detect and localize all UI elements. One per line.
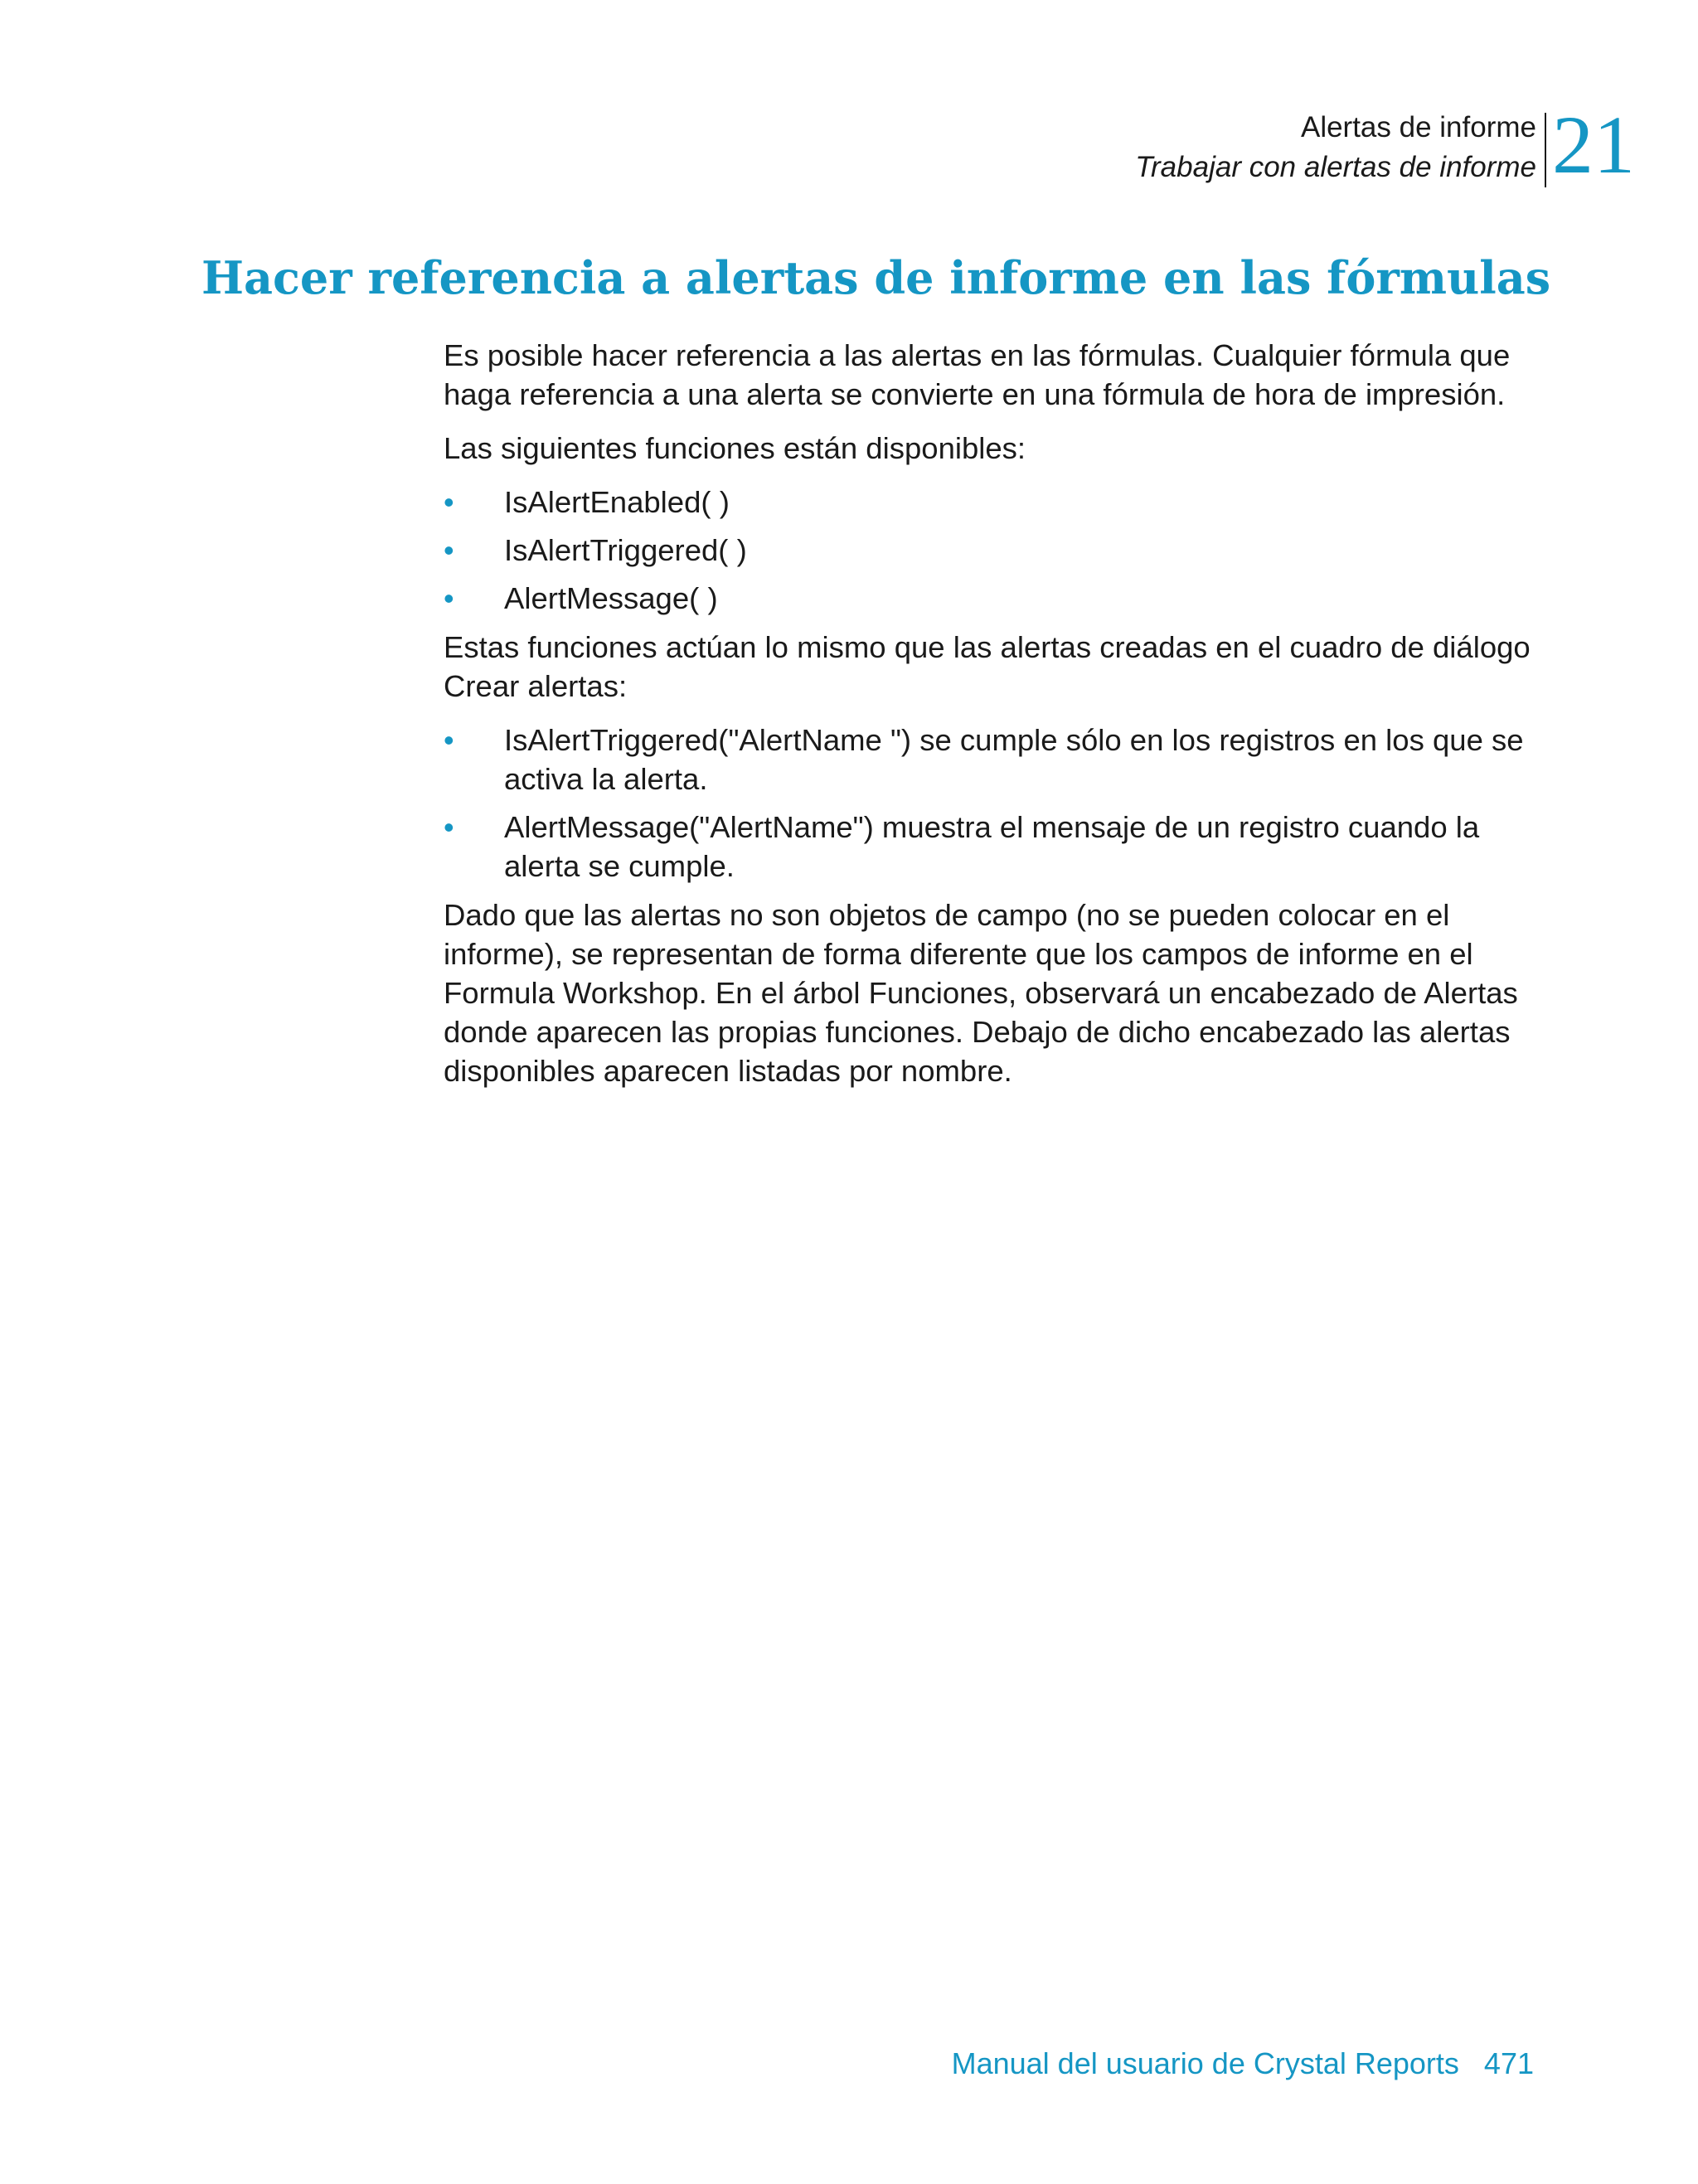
header-text (1135, 108, 1536, 187)
paragraph-intro: Es posible hacer referencia a las alertas en las fórmulas. Cualquier fórmula que haga referencia a una alerta se convierte en una fórmula de hora de impresión. (444, 338, 1511, 411)
list-item (444, 483, 1546, 522)
paragraph-functions-behavior: Estas funciones actúan lo mismo que las alertas creadas en el cuadro de diálogo Crear alertas: (444, 630, 1531, 703)
bullet-icon: • (444, 533, 454, 567)
header-chapter-title: Alertas de informe (1300, 111, 1536, 143)
chapter-number: 21 (1552, 99, 1635, 191)
bullet-icon: • (444, 581, 454, 615)
functions-list (444, 483, 1546, 618)
bullet-icon: • (444, 810, 454, 844)
list-item-text: IsAlertTriggered("AlertName ") se cumple sólo en los registros en los que se activa la alerta. (504, 723, 1524, 796)
paragraph-functions-lead: Las siguientes funciones están disponibles: (444, 431, 1026, 465)
page-footer (952, 2044, 1534, 2084)
running-header (0, 99, 1698, 191)
header-divider (1545, 113, 1546, 187)
list-item-text: AlertMessage( ) (504, 581, 718, 615)
list-item-text: IsAlertTriggered( ) (504, 533, 747, 567)
list-item (444, 721, 1546, 798)
list-item (444, 531, 1546, 570)
page-number: 471 (1483, 2046, 1534, 2080)
paragraph-alerts-tree: Dado que las alertas no son objetos de campo (no se pueden colocar en el informe), se representan de forma diferente que los campos de informe en el Formula Workshop. En el árbol Funciones, observará un encabezado de Alertas donde aparecen las propias funciones. Debajo de dicho encabezado las alertas disponibles aparecen listadas por nombre. (444, 898, 1518, 1088)
functions-detail-list (444, 721, 1546, 886)
header-section-subtitle: Trabajar con alertas de informe (1135, 151, 1536, 183)
list-item (444, 808, 1546, 886)
list-item-text: AlertMessage("AlertName") muestra el mensaje de un registro cuando la alerta se cumple. (504, 810, 1480, 883)
bullet-icon: • (444, 485, 454, 519)
list-item-text: IsAlertEnabled( ) (504, 485, 730, 519)
list-item (444, 579, 1546, 618)
bullet-icon: • (444, 723, 454, 757)
section-title: Hacer referencia a alertas de informe en las fórmulas (201, 251, 1551, 304)
footer-manual-title: Manual del usuario de Crystal Reports (951, 2046, 1459, 2080)
body-content (444, 336, 1546, 1105)
